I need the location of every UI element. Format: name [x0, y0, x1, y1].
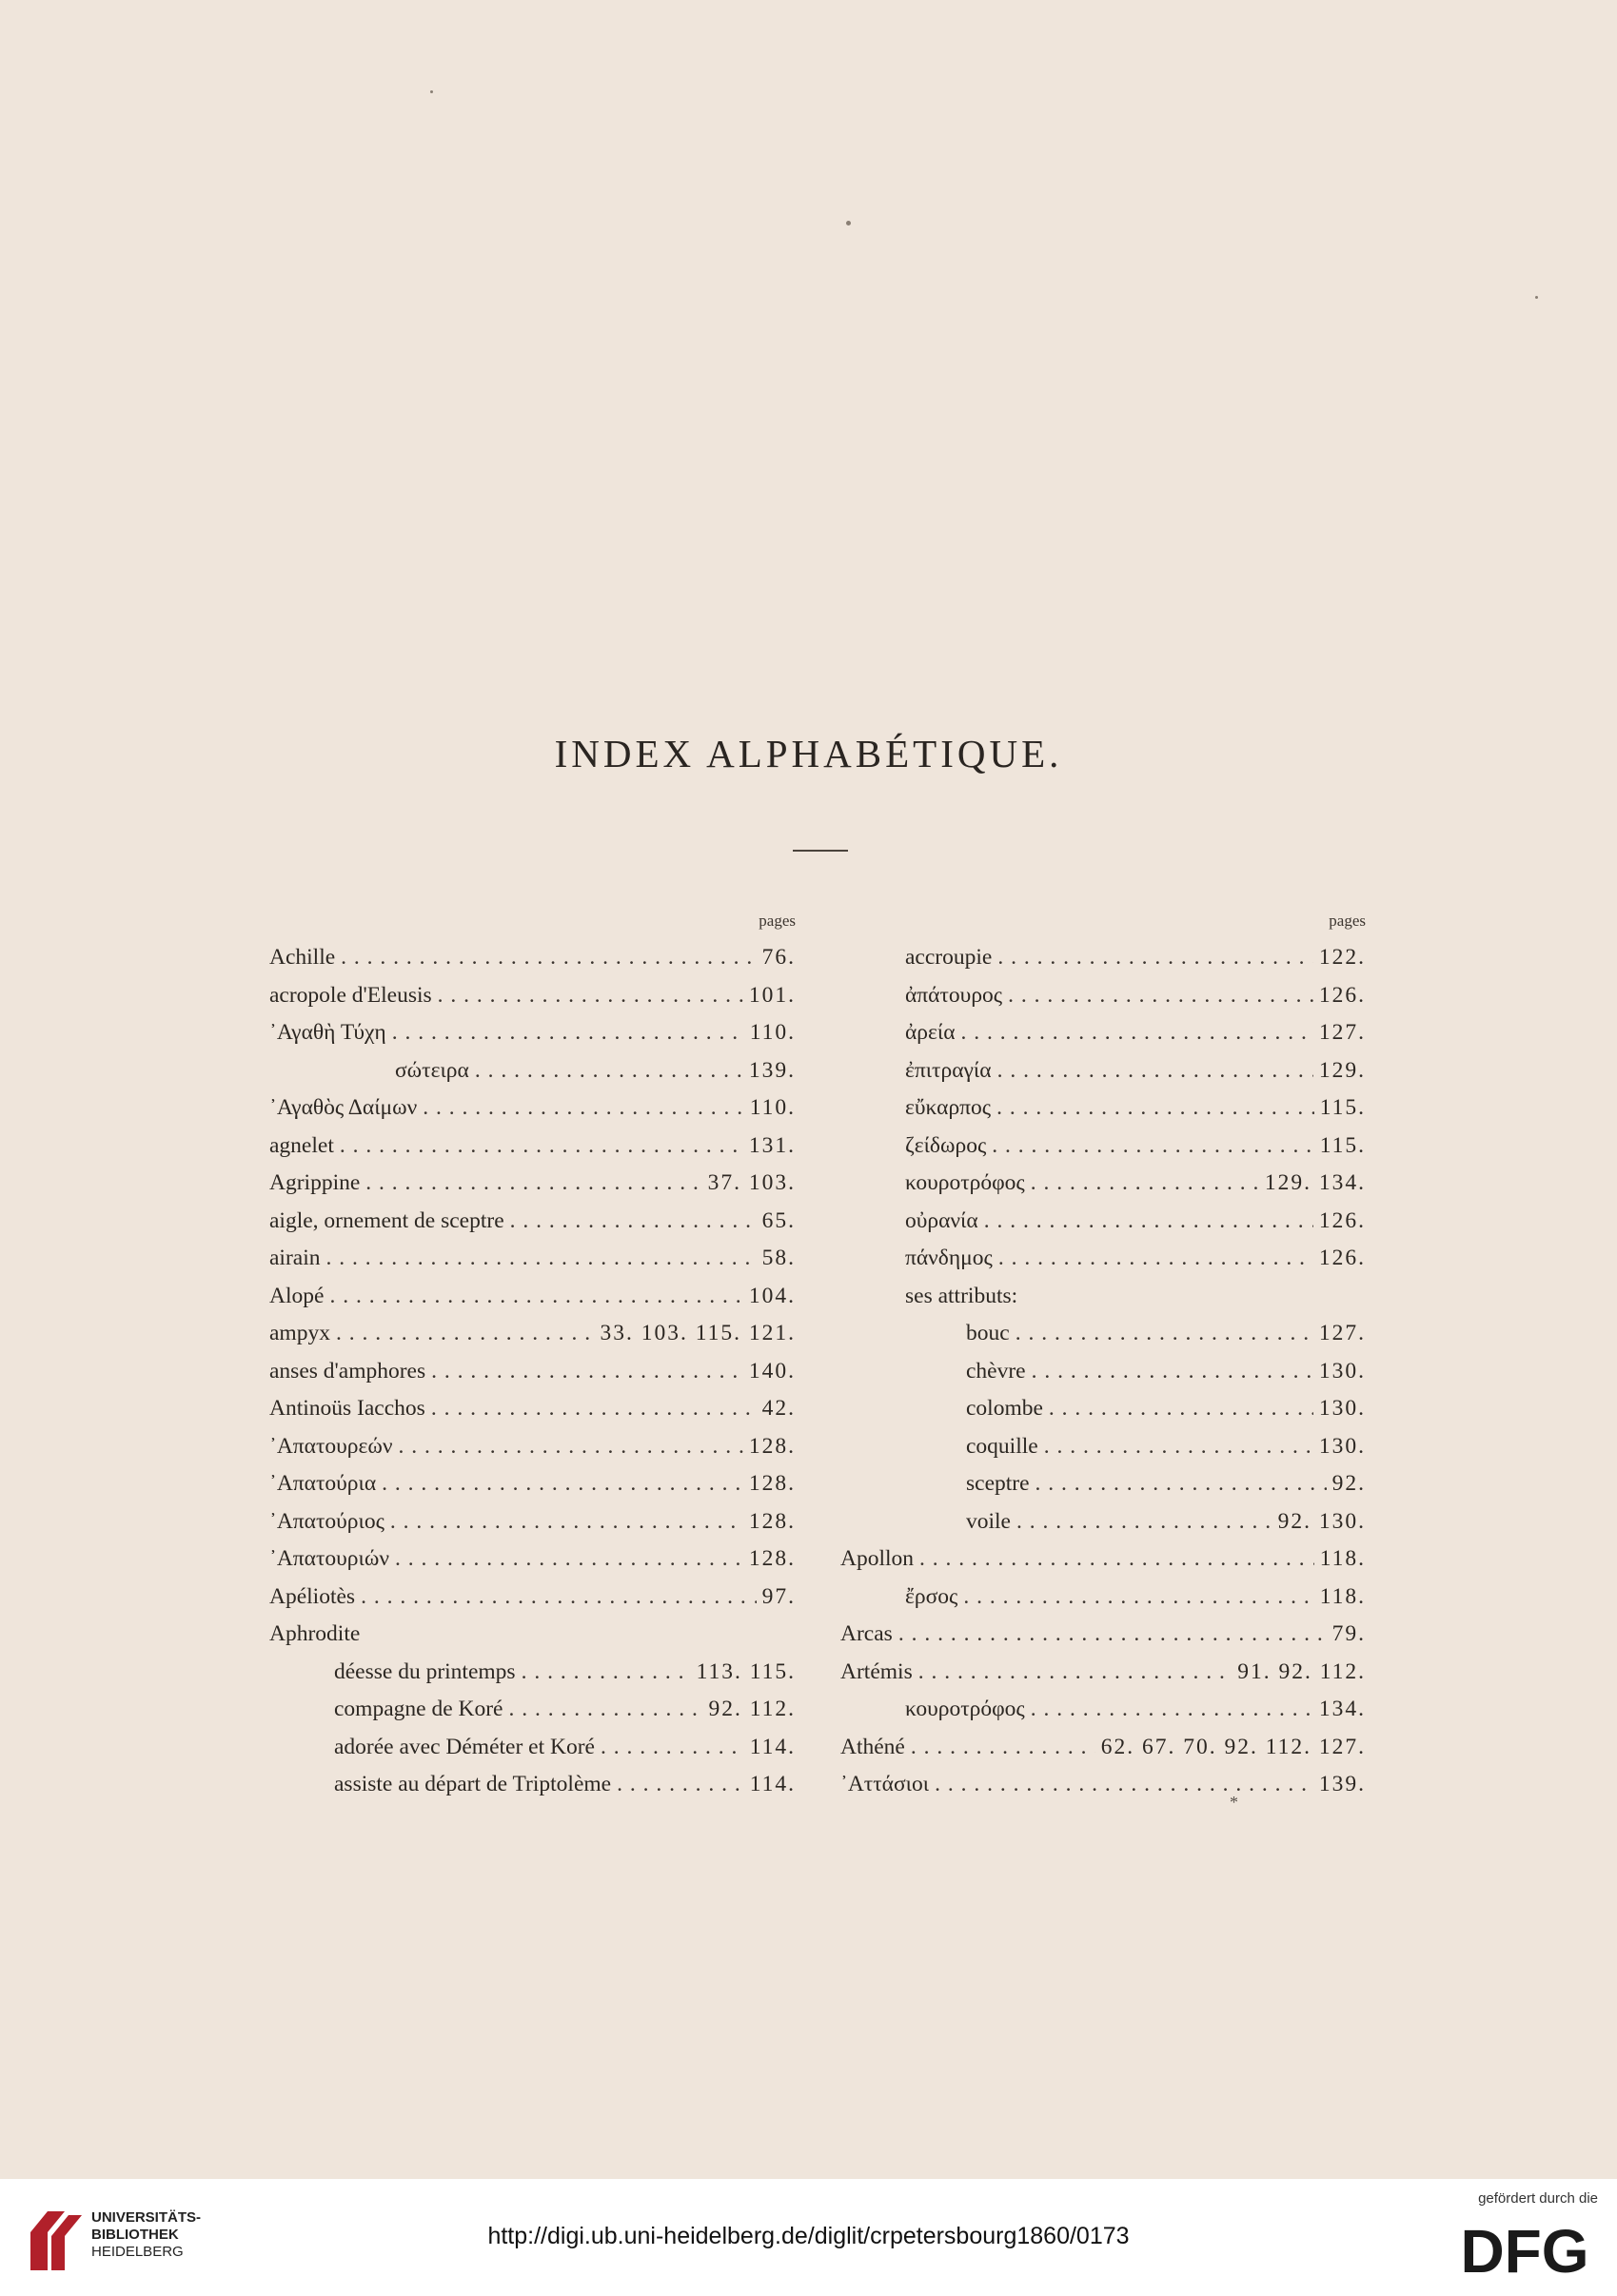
- dot-leader: [382, 1465, 743, 1503]
- entry-pages: 33. 103. 115. 121.: [600, 1321, 796, 1345]
- entry-term: ses attributs:: [905, 1283, 1018, 1308]
- entry-pages: 128.: [748, 1433, 796, 1459]
- index-entry: [269, 939, 796, 977]
- index-entry: [269, 1089, 796, 1128]
- index-entry: [269, 1203, 796, 1241]
- index-entry: [840, 1540, 1366, 1579]
- entry-term: Agrippine: [269, 1170, 361, 1195]
- entry-pages: 65.: [761, 1207, 796, 1233]
- entry-term: ᾿Απατουριών: [269, 1546, 389, 1571]
- dot-leader: [1035, 1465, 1327, 1503]
- index-entry: [269, 1540, 796, 1579]
- entry-pages: 110.: [749, 1020, 796, 1045]
- dot-leader: [1008, 977, 1313, 1015]
- index-entry: [840, 1203, 1366, 1241]
- entry-term: Apollon: [840, 1546, 915, 1571]
- dot-leader: [963, 1579, 1313, 1617]
- entry-term: ἀρεία: [905, 1020, 956, 1045]
- index-entry: [840, 1729, 1366, 1767]
- entry-pages: 122.: [1318, 945, 1366, 970]
- library-line-2: BIBLIOTHEK: [91, 2227, 179, 2243]
- entry-pages: 37. 103.: [707, 1170, 796, 1195]
- entry-pages: 128.: [748, 1546, 796, 1571]
- entry-term: chèvre: [966, 1358, 1026, 1383]
- dot-leader: [510, 1203, 757, 1241]
- entry-term: ᾿Απατούριος: [269, 1508, 385, 1534]
- entry-pages: 42.: [761, 1396, 796, 1421]
- dot-leader: [996, 1089, 1314, 1128]
- dot-leader: [984, 1203, 1313, 1241]
- dot-leader: [392, 1014, 744, 1052]
- page-title: INDEX ALPHABÉTIQUE.: [554, 732, 1063, 775]
- index-entry: [840, 1390, 1366, 1428]
- index-entry: [840, 1465, 1366, 1503]
- index-entry: [840, 1616, 1366, 1654]
- index-entry: [840, 1089, 1366, 1128]
- dot-leader: [340, 1128, 743, 1166]
- dot-leader: [508, 1691, 702, 1729]
- dot-leader: [423, 1089, 744, 1128]
- entry-pages: 126.: [1318, 1207, 1366, 1233]
- index-entry: [269, 1654, 796, 1692]
- index-entry: [840, 1240, 1366, 1278]
- dot-leader: [431, 1353, 743, 1391]
- entry-pages: 130.: [1318, 1358, 1366, 1383]
- index-entry: [840, 1014, 1366, 1052]
- dot-leader: [992, 1128, 1313, 1166]
- dot-leader: [997, 939, 1313, 977]
- entry-term: ᾿Απατουρεών: [269, 1433, 393, 1459]
- dot-leader: [601, 1729, 744, 1767]
- entry-term: airain: [269, 1246, 321, 1270]
- entry-pages: 118.: [1319, 1546, 1366, 1571]
- entry-pages: 115.: [1319, 1132, 1366, 1158]
- entry-term: déesse du printemps: [334, 1658, 516, 1684]
- dot-leader: [399, 1428, 743, 1466]
- entry-term: κουροτρόφος: [905, 1697, 1025, 1721]
- entry-pages: 139.: [748, 1057, 796, 1083]
- dot-leader: [438, 977, 743, 1015]
- dot-leader: [361, 1579, 757, 1617]
- dot-leader: [1044, 1428, 1313, 1466]
- entry-pages: 128.: [748, 1471, 796, 1496]
- dot-leader: [997, 1052, 1313, 1090]
- pages-header-left: pages: [759, 912, 796, 930]
- entry-pages: 101.: [748, 982, 796, 1008]
- dot-leader: [898, 1616, 1327, 1654]
- index-entry: [269, 1616, 796, 1654]
- entry-term: ἐπιτραγία: [905, 1057, 992, 1083]
- index-entry: [269, 1390, 796, 1428]
- entry-pages: 128.: [748, 1508, 796, 1534]
- dot-leader: [475, 1052, 743, 1090]
- entry-term: κουροτρόφος: [905, 1170, 1025, 1195]
- entry-pages: 114.: [749, 1734, 796, 1759]
- dot-leader: [935, 1766, 1313, 1804]
- entry-pages: 97.: [761, 1583, 796, 1609]
- dot-leader: [395, 1540, 743, 1579]
- dot-leader: [617, 1766, 744, 1804]
- entry-term: Athéné: [840, 1734, 905, 1759]
- library-line-3: HEIDELBERG: [91, 2244, 184, 2260]
- entry-term: οὐρανία: [905, 1207, 978, 1233]
- pages-header-right: pages: [1329, 912, 1366, 930]
- entry-term: ἔρσος: [905, 1583, 958, 1609]
- entry-pages: 62. 67. 70. 92. 112. 127.: [1100, 1734, 1366, 1759]
- sponsor-caption: gefördert durch die: [1478, 2190, 1598, 2207]
- index-entry: [269, 1691, 796, 1729]
- entry-term: ampyx: [269, 1321, 330, 1345]
- dot-leader: [1032, 1353, 1313, 1391]
- entry-term: assiste au départ de Triptolème: [334, 1772, 612, 1796]
- entry-term: ᾿Αγαθὸς Δαίμων: [269, 1095, 418, 1120]
- entry-pages: 129.: [1318, 1057, 1366, 1083]
- dot-leader: [1016, 1315, 1313, 1353]
- index-entry: [269, 1465, 796, 1503]
- dot-leader: [326, 1240, 757, 1278]
- library-line-1: UNIVERSITÄTS-: [91, 2209, 202, 2226]
- entry-term: colombe: [966, 1396, 1043, 1421]
- index-column-right: [840, 909, 1366, 1804]
- entry-pages: 58.: [761, 1246, 796, 1270]
- entry-term: Antinoüs Iacchos: [269, 1396, 425, 1421]
- dot-leader: [341, 939, 756, 977]
- entry-term: anses d'amphores: [269, 1358, 426, 1383]
- entry-pages: 92.: [1331, 1471, 1366, 1496]
- entry-pages: 79.: [1331, 1621, 1366, 1646]
- entry-term: Alopé: [269, 1283, 325, 1308]
- dot-leader: [329, 1278, 742, 1316]
- entry-pages: 127.: [1318, 1321, 1366, 1345]
- entry-pages: 113. 115.: [696, 1658, 796, 1684]
- entry-term: agnelet: [269, 1132, 334, 1158]
- dot-leader: [911, 1729, 1095, 1767]
- entry-pages: 114.: [749, 1772, 796, 1796]
- dot-leader: [1031, 1691, 1313, 1729]
- entry-pages: 130.: [1318, 1433, 1366, 1459]
- index-entry: [269, 1766, 796, 1804]
- entry-term: εὔκαρπος: [905, 1095, 992, 1120]
- dot-leader: [919, 1540, 1314, 1579]
- entry-pages: 130.: [1318, 1396, 1366, 1421]
- entry-pages: 115.: [1319, 1095, 1366, 1120]
- entry-pages: 118.: [1319, 1583, 1366, 1609]
- index-entry: [269, 1278, 796, 1316]
- entry-term: Aphrodite: [269, 1621, 361, 1646]
- entry-pages: 110.: [749, 1095, 796, 1120]
- signature-mark: *: [1230, 1793, 1238, 1812]
- dot-leader: [336, 1315, 595, 1353]
- entry-term: Artémis: [840, 1658, 913, 1684]
- entry-pages: 91. 92. 112.: [1237, 1658, 1366, 1684]
- dot-leader: [998, 1240, 1313, 1278]
- entry-pages: 76.: [761, 945, 796, 970]
- index-entry: [840, 1428, 1366, 1466]
- entry-term: ζείδωρος: [905, 1132, 987, 1158]
- dot-leader: [522, 1654, 691, 1692]
- permalink-url[interactable]: http://digi.ub.uni-heidelberg.de/diglit/crpetersbourg1860/0173: [487, 2223, 1130, 2249]
- index-entry: [840, 939, 1366, 977]
- entry-term: coquille: [966, 1433, 1038, 1459]
- dot-leader: [961, 1014, 1313, 1052]
- entry-pages: 140.: [748, 1358, 796, 1383]
- title-rule: [793, 850, 848, 852]
- entry-term: πάνδημος: [905, 1246, 993, 1270]
- dot-leader: [1049, 1390, 1313, 1428]
- index-entry: [840, 1579, 1366, 1617]
- entry-pages: 127.: [1318, 1020, 1366, 1045]
- entry-pages: 134.: [1318, 1697, 1366, 1721]
- entry-term: ᾿Αττάσιοι: [840, 1772, 930, 1796]
- dot-leader: [431, 1390, 757, 1428]
- index-entry: [840, 1052, 1366, 1090]
- entry-list-right: [840, 939, 1366, 1804]
- entry-term: ᾿Αγαθὴ Τύχη: [269, 1020, 386, 1045]
- index-entry: [840, 1278, 1366, 1316]
- index-entry: [269, 977, 796, 1015]
- entry-pages: 126.: [1318, 1246, 1366, 1270]
- index-entry: [269, 1579, 796, 1617]
- entry-term: acropole d'Eleusis: [269, 982, 432, 1008]
- index-entry: [269, 1729, 796, 1767]
- entry-pages: 92. 112.: [708, 1697, 796, 1721]
- entry-pages: 92. 130.: [1277, 1508, 1366, 1534]
- entry-list-left: [269, 939, 796, 1804]
- index-entry: [840, 1353, 1366, 1391]
- dot-leader: [1031, 1165, 1259, 1203]
- index-entry: [840, 1654, 1366, 1692]
- dot-leader: [365, 1165, 701, 1203]
- dfg-logo-text: DFG: [1460, 2217, 1589, 2284]
- index-column-left: [269, 909, 796, 1804]
- dfg-logo-icon: [1453, 2217, 1596, 2284]
- entry-term: aigle, ornement de sceptre: [269, 1207, 504, 1233]
- index-entry: [269, 1353, 796, 1391]
- entry-term: voile: [966, 1508, 1011, 1534]
- entry-term: ᾿Απατούρια: [269, 1471, 377, 1496]
- dot-leader: [1016, 1503, 1272, 1541]
- index-entry: [269, 1014, 796, 1052]
- index-entry: [269, 1503, 796, 1541]
- index-entry: [840, 1165, 1366, 1203]
- index-entry: [269, 1128, 796, 1166]
- entry-pages: 126.: [1318, 982, 1366, 1008]
- index-entry: [840, 1766, 1366, 1804]
- entry-term: ἀπάτουρος: [905, 982, 1003, 1008]
- index-entry: [840, 977, 1366, 1015]
- dot-leader: [918, 1654, 1232, 1692]
- entry-term: σώτειρα: [395, 1057, 469, 1083]
- entry-term: Arcas: [840, 1621, 893, 1646]
- index-entry: [269, 1165, 796, 1203]
- entry-term: accroupie: [905, 945, 993, 970]
- index-entry: [840, 1503, 1366, 1541]
- entry-term: Achille: [269, 945, 336, 970]
- entry-term: bouc: [966, 1321, 1010, 1345]
- digitization-footer: [0, 2179, 1617, 2296]
- dot-leader: [390, 1503, 743, 1541]
- index-entry: [269, 1428, 796, 1466]
- index-entry: [269, 1240, 796, 1278]
- entry-pages: 131.: [748, 1132, 796, 1158]
- entry-term: Apéliotès: [269, 1583, 356, 1609]
- entry-pages: 104.: [748, 1283, 796, 1308]
- entry-pages: 139.: [1318, 1772, 1366, 1796]
- entry-term: adorée avec Déméter et Koré: [334, 1734, 595, 1759]
- index-entry: [269, 1052, 796, 1090]
- index-entry: [269, 1315, 796, 1353]
- entry-term: compagne de Koré: [334, 1697, 503, 1721]
- entry-pages: 129. 134.: [1264, 1170, 1366, 1195]
- index-entry: [840, 1691, 1366, 1729]
- entry-term: sceptre: [966, 1471, 1030, 1496]
- index-entry: [840, 1315, 1366, 1353]
- index-entry: [840, 1128, 1366, 1166]
